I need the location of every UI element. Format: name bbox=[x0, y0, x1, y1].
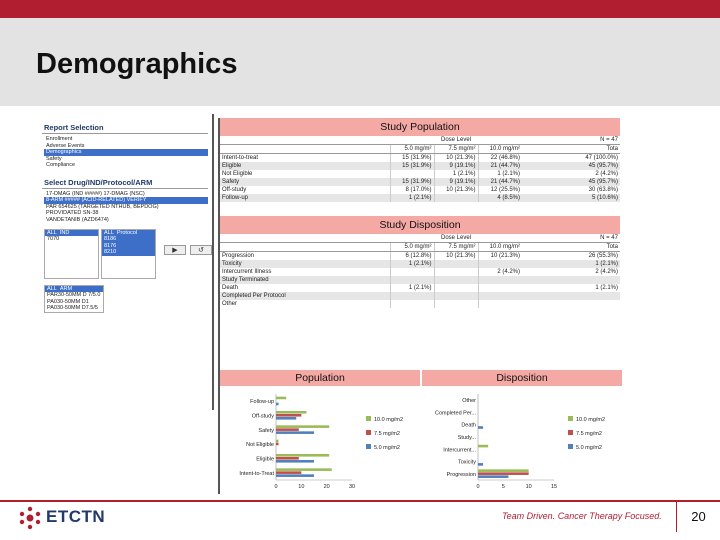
bar bbox=[276, 440, 279, 443]
drug-item[interactable]: 17-DMAG (IND #####) 17-DMAG (NSC) bbox=[46, 190, 145, 197]
table-row bbox=[220, 178, 620, 186]
select-drug-header: Select Drug/IND/Protocol/ARM bbox=[42, 177, 208, 189]
row-label: Eligible bbox=[220, 162, 390, 170]
bar bbox=[276, 460, 314, 463]
bar bbox=[276, 417, 296, 420]
cell: 10 (21.3%) bbox=[434, 154, 478, 163]
table-header-row bbox=[220, 136, 620, 145]
x-tick-label: 30 bbox=[348, 484, 356, 490]
cell bbox=[434, 268, 478, 276]
column-header: 5.0 mg/m² bbox=[390, 243, 434, 252]
cell bbox=[434, 260, 478, 268]
cell: 10 (21.3%) bbox=[434, 186, 478, 194]
table-row bbox=[220, 154, 620, 163]
table-row bbox=[220, 162, 620, 170]
cell bbox=[478, 300, 522, 308]
column-header: 5.0 mg/m² bbox=[390, 145, 434, 154]
legend-swatch bbox=[568, 430, 573, 435]
protocol-item[interactable]: 8210 bbox=[102, 249, 155, 256]
cell: 9 (19.1%) bbox=[434, 178, 478, 186]
x-tick-label: 15 bbox=[550, 484, 558, 490]
bar bbox=[478, 426, 483, 429]
protocol-header: ALL Protocol bbox=[102, 230, 155, 236]
charts-area bbox=[220, 370, 622, 494]
cell: 47 (100.0%) bbox=[585, 155, 618, 161]
bar bbox=[276, 457, 299, 460]
table-row bbox=[220, 194, 620, 202]
cell: 45 (95.7%) bbox=[522, 178, 620, 186]
column-header: Tota bbox=[522, 243, 620, 252]
table-row bbox=[220, 300, 620, 308]
category-label: Death bbox=[461, 422, 476, 429]
logo-text: ETCTN bbox=[46, 507, 106, 526]
cell bbox=[434, 292, 478, 300]
arm-item[interactable]: PA030-50MM D1 bbox=[47, 298, 89, 305]
cell bbox=[390, 268, 434, 276]
cell: 1 (2.1%) bbox=[390, 260, 434, 268]
cell: 1 (2.1%) bbox=[595, 285, 618, 291]
cell: 26 (55.3%) bbox=[588, 253, 618, 259]
x-tick-label: 20 bbox=[323, 484, 330, 490]
category-label: Off-study bbox=[251, 413, 274, 420]
cell: 5 (10.6%) bbox=[522, 194, 620, 202]
cell bbox=[478, 284, 522, 292]
cell bbox=[478, 292, 522, 300]
ind-list[interactable] bbox=[44, 229, 99, 279]
n-label: N = 47 bbox=[522, 234, 620, 243]
run-button[interactable]: ▶ bbox=[164, 245, 186, 255]
x-tick-label: 10 bbox=[298, 484, 305, 490]
legend-swatch bbox=[568, 444, 573, 449]
report-selection-header: Report Selection bbox=[42, 122, 208, 134]
column-header: Tota bbox=[522, 145, 620, 154]
cell bbox=[478, 260, 522, 268]
category-label: Eligible bbox=[256, 456, 274, 463]
legend-swatch bbox=[366, 444, 371, 449]
cell bbox=[434, 276, 478, 284]
category-label: Intercurrent... bbox=[443, 447, 476, 454]
table-row bbox=[220, 276, 620, 284]
cell bbox=[390, 276, 434, 284]
bar bbox=[276, 403, 279, 406]
study-population-table bbox=[220, 136, 620, 202]
study-population-title: Study Population bbox=[220, 118, 620, 136]
legend-label: 5.0 mg/m2 bbox=[576, 445, 602, 451]
dose-level-label: Dose Level bbox=[390, 234, 522, 243]
legend-swatch bbox=[366, 430, 371, 435]
table-row bbox=[220, 252, 620, 261]
category-label: Completed Per... bbox=[435, 410, 476, 417]
cell bbox=[434, 284, 478, 292]
cell: 4 (8.5%) bbox=[478, 194, 522, 202]
cell bbox=[390, 292, 434, 300]
n-label: N = 47 bbox=[522, 136, 620, 145]
category-label: Other bbox=[462, 398, 476, 405]
report-list[interactable] bbox=[44, 136, 208, 169]
cell: 1 (2.1%) bbox=[434, 170, 478, 178]
cell: 15 (31.9%) bbox=[390, 154, 434, 163]
table-header-row bbox=[220, 145, 620, 154]
row-label: Off-study bbox=[222, 187, 247, 193]
bar bbox=[276, 471, 301, 474]
top-accent-bar bbox=[0, 0, 720, 18]
category-label: Study... bbox=[457, 435, 476, 441]
bar bbox=[478, 463, 483, 466]
bar bbox=[276, 425, 329, 428]
table-row bbox=[220, 186, 620, 194]
bar bbox=[478, 475, 508, 478]
cell bbox=[390, 300, 434, 308]
table-row bbox=[220, 170, 620, 178]
row-label: Study Terminated bbox=[220, 276, 390, 284]
cell: 15 (31.9%) bbox=[390, 162, 434, 170]
cell: 1 (2.1%) bbox=[390, 194, 434, 202]
column-header: 10.0 mg/m² bbox=[478, 243, 522, 252]
cell: 21 (44.7%) bbox=[478, 178, 522, 186]
cell: 10 (21.3%) bbox=[478, 252, 522, 261]
protocol-item[interactable]: 8176 bbox=[102, 243, 155, 250]
bar bbox=[478, 445, 488, 448]
row-label: Follow-up bbox=[220, 194, 390, 202]
cell: 12 (25.5%) bbox=[478, 186, 522, 194]
population-chart bbox=[220, 388, 420, 494]
table-row bbox=[220, 268, 620, 276]
row-label: Intent-to-treat bbox=[222, 155, 259, 161]
arm-header: ALL ARM bbox=[45, 286, 103, 292]
cell: 2 (4.2%) bbox=[595, 269, 618, 275]
tagline: Team Driven. Cancer Therapy Focused. bbox=[502, 511, 662, 521]
drug-item-selected[interactable]: 8-ARM ##### (ACID-RELATED) VERIFY bbox=[44, 197, 208, 204]
category-label: Progression bbox=[446, 471, 476, 478]
bar bbox=[276, 443, 279, 446]
cell bbox=[522, 276, 620, 284]
report-item[interactable]: Adverse Events bbox=[46, 142, 85, 149]
row-label: Toxicity bbox=[220, 260, 390, 268]
reset-button[interactable]: ↺ bbox=[190, 245, 212, 255]
cell: 8 (17.0%) bbox=[390, 186, 434, 194]
bar bbox=[276, 431, 314, 434]
row-label: Intercurrent Illness bbox=[222, 269, 272, 275]
cell: 2 (4.2%) bbox=[595, 171, 618, 177]
row-label: Death bbox=[222, 285, 239, 291]
x-tick-label: 10 bbox=[525, 484, 532, 490]
report-item[interactable]: Safety bbox=[46, 155, 62, 162]
bar bbox=[478, 472, 529, 475]
legend-label: 10.0 mg/m2 bbox=[374, 417, 404, 423]
category-label: Safety bbox=[258, 427, 274, 434]
table-row bbox=[220, 260, 620, 268]
column-header: 10.0 mg/m² bbox=[478, 145, 522, 154]
x-tick-label: 0 bbox=[476, 484, 480, 490]
column-header: 7.5 mg/m² bbox=[434, 145, 478, 154]
disposition-chart-title: Disposition bbox=[422, 370, 622, 386]
legend-label: 10.0 mg/m2 bbox=[576, 417, 606, 423]
report-item-selected[interactable]: Demographics bbox=[44, 149, 208, 156]
table-row bbox=[220, 292, 620, 300]
bar bbox=[276, 468, 332, 471]
x-tick-label: 0 bbox=[274, 484, 278, 490]
cell bbox=[478, 276, 522, 284]
row-label: Other bbox=[222, 301, 238, 307]
bar bbox=[276, 414, 301, 417]
footer-rule bbox=[0, 500, 720, 502]
ind-item[interactable]: 7070 bbox=[47, 236, 60, 242]
legend-swatch bbox=[568, 416, 573, 421]
legend-swatch bbox=[366, 416, 371, 421]
legend-label: 7.5 mg/m2 bbox=[576, 431, 602, 437]
arm-list[interactable] bbox=[44, 285, 104, 313]
row-label: Progression bbox=[222, 253, 255, 259]
cell: 21 (44.7%) bbox=[478, 162, 522, 170]
cell: 1 (2.1%) bbox=[478, 170, 522, 178]
row-label: Safety bbox=[220, 178, 390, 186]
row-label: Completed Per Protocol bbox=[220, 292, 390, 300]
table-header-row bbox=[220, 243, 620, 252]
category-label: Follow-up bbox=[250, 399, 274, 406]
category-label: Not Eligible bbox=[246, 442, 274, 449]
study-disposition-title: Study Disposition bbox=[220, 216, 620, 234]
bar bbox=[276, 397, 286, 400]
bar bbox=[478, 469, 529, 472]
cell: 6 (12.8%) bbox=[390, 252, 434, 261]
cell: 9 (19.1%) bbox=[434, 162, 478, 170]
cell: 30 (63.8%) bbox=[588, 187, 618, 193]
disposition-chart bbox=[422, 388, 622, 494]
report-panel bbox=[218, 118, 620, 494]
cell bbox=[522, 300, 620, 308]
cell: 1 (2.1%) bbox=[522, 260, 620, 268]
arm-item[interactable]: PA030-50MM D7.5/5 bbox=[47, 305, 98, 311]
cell: 45 (95.7%) bbox=[522, 162, 620, 170]
cell: 22 (46.8%) bbox=[478, 154, 522, 163]
drug-item[interactable]: PAR 654625 (TARGETED NTHUB, BEPDOG) bbox=[46, 203, 159, 210]
cell bbox=[390, 170, 434, 178]
column-header: 7.5 mg/m² bbox=[434, 243, 478, 252]
selector-buttons bbox=[164, 245, 212, 279]
bar bbox=[276, 454, 329, 457]
bar bbox=[276, 474, 314, 477]
bar bbox=[276, 428, 299, 431]
cell bbox=[522, 292, 620, 300]
ind-header: ALL IND bbox=[45, 230, 98, 236]
slide-title: Demographics bbox=[36, 48, 238, 80]
cell bbox=[434, 300, 478, 308]
table-row bbox=[220, 284, 620, 292]
dose-level-label: Dose Level bbox=[390, 136, 522, 145]
drug-item[interactable]: PROVIDATED SN-38 bbox=[46, 210, 99, 216]
protocol-list[interactable] bbox=[101, 229, 156, 279]
category-label: Toxicity bbox=[457, 459, 476, 466]
drug-item[interactable]: VANDETANIB (AZD6474) bbox=[46, 216, 109, 223]
table-header-row bbox=[220, 234, 620, 243]
report-item[interactable]: Compliance bbox=[46, 162, 76, 168]
cell: 2 (4.2%) bbox=[478, 268, 522, 276]
row-label: Not Eligible bbox=[222, 171, 253, 177]
report-item[interactable]: Enrollment bbox=[46, 136, 73, 142]
cell bbox=[434, 194, 478, 202]
report-selection-panel bbox=[36, 114, 214, 410]
page-number: 20 bbox=[676, 502, 720, 532]
category-label: Intent-to-Treat bbox=[239, 470, 274, 477]
cell: 15 (31.9%) bbox=[390, 178, 434, 186]
legend-label: 7.5 mg/m2 bbox=[374, 431, 400, 437]
cell: 10 (21.3%) bbox=[434, 252, 478, 261]
drug-list[interactable] bbox=[44, 191, 208, 224]
cell: 1 (2.1%) bbox=[390, 284, 434, 292]
protocol-item[interactable]: 8186 bbox=[102, 236, 155, 243]
study-disposition-table bbox=[220, 234, 620, 308]
legend-label: 5.0 mg/m2 bbox=[374, 445, 400, 451]
x-tick-label: 5 bbox=[501, 484, 505, 490]
ind-protocol-selectors bbox=[44, 229, 212, 279]
bar bbox=[276, 411, 306, 414]
population-chart-title: Population bbox=[220, 370, 420, 386]
arm-item[interactable]: PAR30-50MM D 7/5.0 bbox=[47, 292, 101, 298]
